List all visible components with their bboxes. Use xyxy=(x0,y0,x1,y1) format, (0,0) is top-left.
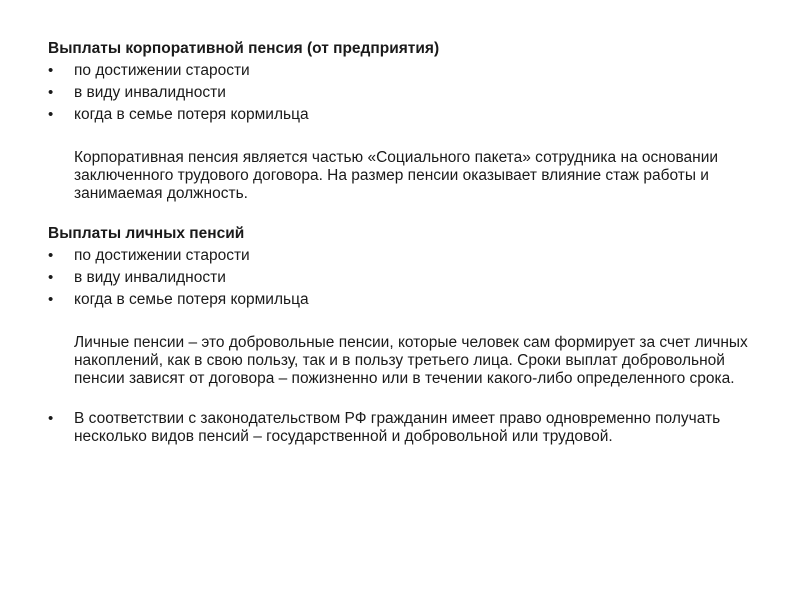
personal-payout-list xyxy=(48,246,768,312)
corporate-payout-list xyxy=(48,61,768,127)
corporate-pension-description: Корпоративная пенсия является частью «Социального пакета» сотрудника на основании заключенного трудового договора. На размер пенсии оказывает влияние стаж работы и занимаемая должность. xyxy=(74,149,719,202)
list-item: • по достижении старости xyxy=(48,246,768,268)
list-item: • по достижении старости xyxy=(48,61,768,83)
list-item: • в виду инвалидности xyxy=(48,268,768,290)
spacer xyxy=(48,388,768,410)
spacer xyxy=(48,203,768,225)
section-heading-personal: Выплаты личных пенсий xyxy=(48,225,245,242)
list-item: • когда в семье потеря кормильца xyxy=(48,105,768,127)
slide-content xyxy=(48,40,768,446)
spacer xyxy=(48,127,768,149)
section-heading-corporate: Выплаты корпоративной пенсия (от предприятия) xyxy=(48,40,440,57)
list-item: • в виду инвалидности xyxy=(48,83,768,105)
spacer xyxy=(48,312,768,334)
personal-pension-description: Личные пенсии – это добровольные пенсии, которые человек сам формирует за счет личных накоплений, как в свою пользу, так и в пользу третьего лица. Сроки выплат добровольной пенсии зависят от договора – пожизненно или в течении какого-либо определенного срока. xyxy=(74,334,748,387)
list-item: • когда в семье потеря кормильца xyxy=(48,290,768,312)
legislation-note: • В соответствии с законодательством РФ гражданин имеет право одновременно получать несколько видов пенсий – государственной и добровольной или трудовой. xyxy=(48,410,768,446)
